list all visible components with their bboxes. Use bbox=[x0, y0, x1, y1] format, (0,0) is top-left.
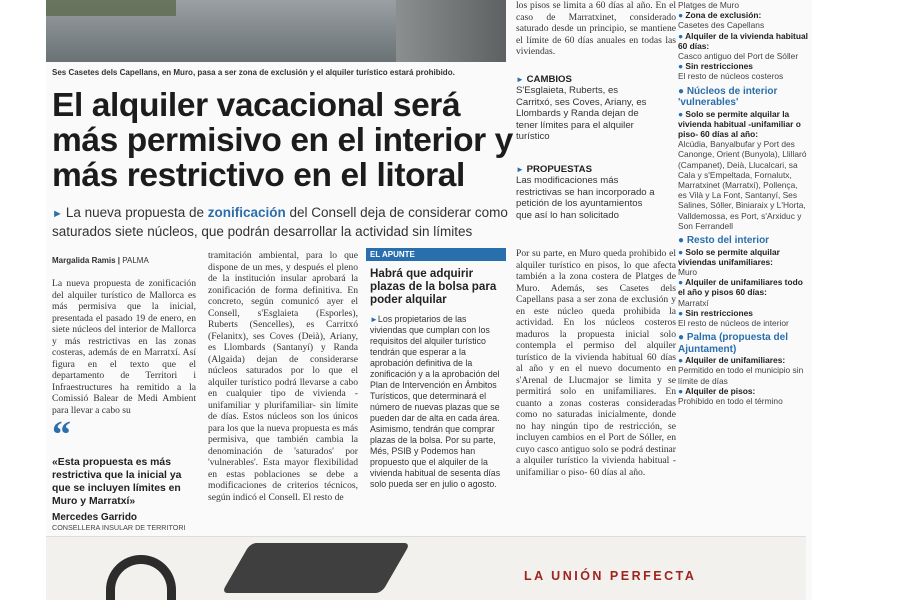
article-photo bbox=[46, 0, 506, 62]
cambios-label: CAMBIOS bbox=[526, 74, 572, 85]
sidebar-item-heading: ● Sin restricciones bbox=[678, 61, 753, 72]
sidebar-item-heading: ● Solo se permite alquilar la vivienda habitual -unifamiliar o piso- 60 días al año: bbox=[678, 108, 801, 140]
propuestas-body: Las modificaciones más restrictivas se han incorporado a petición de los ayuntamientos que así lo han solicitado bbox=[516, 175, 655, 221]
sidebar-item-text: El resto de núcleos de interior bbox=[678, 317, 789, 328]
pull-quote bbox=[52, 414, 202, 532]
sidebar-item-text: Muro bbox=[678, 266, 698, 277]
zoning-sidebar bbox=[678, 0, 808, 406]
byline-author: Margalida Ramis bbox=[52, 256, 116, 265]
cambios-header bbox=[516, 74, 656, 85]
apunte-title: Habrá que adquirir plazas de la bolsa para poder alquilar bbox=[370, 267, 497, 306]
sidebar-item-heading: ● Alquiler de pisos: bbox=[678, 385, 756, 396]
photo-caption: Ses Casetes dels Capellans, en Muro, pasa a ser zona de exclusión y el alquiler turístico estará prohibido. bbox=[52, 68, 455, 77]
arrow-right-icon: ► bbox=[370, 315, 378, 324]
sidebar-item-heading: ● Alquiler de unifamiliares todo el año y pisos 60 días: bbox=[678, 277, 803, 298]
sidebar-item-text: Permitido en todo el municipio sin límite de días bbox=[678, 365, 804, 386]
advertisement-banner bbox=[46, 536, 806, 600]
sidebar-section-title: Núcleos de interior 'vulnerables' bbox=[678, 85, 778, 109]
quote-text: «Esta propuesta es más restrictiva que la inicial ya que se incluyen límites en Muro y Marratxí» bbox=[52, 457, 182, 507]
sidebar-list-text: Alcúdia, Banyalbufar y Port des Canonge, Orient (Bunyola), Llillaró (Campanet), Deià, Llucalcari, sa Cala y s'Empeltada, Fornalutx, Marratxinet (Marratxí), Pollença, es Vilà y La Font, Santanyí, Ses Salines, Sóller, Biniaraix y L'Horta, Valldemossa, es Port, s'Arxiduc y Son Ferrandell bbox=[678, 139, 807, 231]
cambios-body: S'Esglaieta, Ruberts, es Carritxó, ses Coves, Ariany, es Llombards y Randa dejan de tener límites para el alquiler turístico bbox=[516, 85, 647, 143]
sidebar-item-text: Casco antiguo del Port de Sóller bbox=[678, 51, 799, 62]
sidebar-heading-text: Solo se permite alquilar la vivienda habitual -unifamiliar o piso- 60 días al año: bbox=[678, 108, 801, 140]
subheadline bbox=[52, 204, 512, 240]
page-margin-right bbox=[812, 0, 900, 600]
sidebar-item-heading: ● Zona de exclusión: bbox=[678, 10, 762, 21]
sidebar-section-title: Resto del interior bbox=[686, 235, 770, 247]
sidebar-heading-text: Solo se permite alquilar viviendas unifamiliares: bbox=[678, 246, 780, 267]
sidebar-item-heading: ● Alquiler de unifamiliares: bbox=[678, 355, 786, 366]
ad-brand-text: LA UNIÓN PERFECTA bbox=[524, 569, 697, 583]
body-column-2: tramitación ambiental, para lo que dispone de un mes, y después el pleno de la institución insular aprobará la zonificación de forma definitiva. En concreto, según comunicó ayer el Consell, s'Esglaieta (Esporles), Ruberts (Sencelles), es Carritxó (Felanitx), ses Coves (Deià), Ariany, es Llombards (Santanyí) y Randa (Algaida) dejan de considerarse núcleos saturados por lo que el alquiler turístico podrá llevarse a cabo en cualquier tipo de vivienda -unifamiliar y plurifamiliar- sin límite de días. Estos núcleos son los únicos para los que la nueva propuesta es más permisiva, que también cambia la denominación de 'saturados' por 'vulnerables'. Esta mayor flexibilidad en estas poblaciones se debe a modificaciones de criterios técnicos, según indicó el Consell. El resto de bbox=[208, 250, 358, 503]
sidebar-heading-text: Alquiler de la vivienda habitual 60 días: bbox=[678, 30, 808, 51]
propuestas-header bbox=[516, 164, 656, 175]
apunte-body-text: Los propietarios de las viviendas que cumplan con los requisitos del alquiler turístico tendrán que esperar a la aprobación definitiva de la zonificación y a la aprobación del Plan de Intervención en Ámbitos Turísticos, que determinará el número de nuevas plazas que se pueden dar de alta en cada área. Asimismo, tendrán que comprar plazas de la bolsa. Por su parte, Més, PSIB y Podemos han propuesto que el alquiler de la vivienda habitual de sesenta días solo pueda ser en julio o agosto. bbox=[370, 314, 501, 489]
sidebar-group-1 bbox=[678, 10, 808, 81]
byline: Margalida Ramis | PALMA bbox=[52, 256, 149, 265]
body-column-1: La nueva propuesta de zonificación del alquiler turístico de Mallorca es más permisiva que la inicial, presentada el pasado 19 de enero, en siete núcleos del interior de Mallorca y más restrictivas en las zonas costeras, además de en Marratxí. Así figura en el texto que el departamento de Territori i Infraestructures ha remitido a la Comissió Balear de Medi Ambient para llevar a cabo su bbox=[52, 278, 196, 416]
sidebar-item-text: Casetes des Capellans bbox=[678, 20, 765, 31]
sidebar-item-heading: ● Alquiler de la vivienda habitual 60 días: bbox=[678, 30, 808, 51]
sidebar-heading-text: Alquiler de pisos: bbox=[685, 385, 756, 396]
sidebar-item-heading: ● Sin restricciones bbox=[678, 307, 753, 318]
photo-grass-area bbox=[46, 0, 176, 16]
sidebar-heading-text: Alquiler de unifamiliares todo el año y pisos 60 días: bbox=[678, 277, 803, 298]
body-column-3-bottom: Por su parte, en Muro queda prohibido el alquiler turístico en pisos, lo que afecta también a la zona costera de Platges de Muro. Además, ses Casetes dels Capellans pasa a ser zona de exclusión y en este núcleo queda prohibida la actividad. En los núcleos costeros maduros la propuesta inicial solo contempla el permiso del alquiler turístico de la vivienda habitual 60 días al año y en el nuevo documento en s'Arenal de Llucmajor se limita y se permitirá solo en unifamiliares. En cuanto a zonas costeras consideradas como no saturadas inicialmente, donde no hay ningún tipo de restricción, se incluyen cambios en el Port de Sóller, en cuyo casco antiguo solo se podrá destinar a alquiler turístico la vivienda habitual -unifamiliar o piso- 60 días al año. bbox=[516, 248, 676, 478]
subhead-post: del Consell deja de considerar como saturados siete núcleos, que podrán desarrollar la actividad sin límites bbox=[52, 205, 508, 239]
sidebar-section-interior-vulnerable: ● Núcleos de interior 'vulnerables' bbox=[678, 85, 778, 109]
quote-role: CONSELLERA INSULAR DE TERRITORI bbox=[52, 523, 186, 532]
el-apunte-box bbox=[366, 248, 506, 554]
sidebar-heading-text: Sin restricciones bbox=[685, 61, 753, 72]
sidebar-heading-text: Sin restricciones bbox=[685, 307, 753, 318]
propuestas-box bbox=[516, 164, 656, 221]
quote-author: Mercedes Garrido bbox=[52, 512, 138, 523]
sidebar-section-title: Palma (propuesta del Ajuntament) bbox=[678, 332, 788, 355]
sidebar-item-heading: ● Solo se permite alquilar viviendas unifamiliares: bbox=[678, 246, 780, 267]
byline-city: PALMA bbox=[122, 256, 149, 265]
sidebar-item-text: Marratxí bbox=[678, 297, 709, 308]
arrow-right-icon: ► bbox=[516, 75, 524, 84]
body-column-3-top: los pisos se limita a 60 días al año. En el caso de Marratxinet, considerado saturado desde un principio, se mantiene el límite de 60 días anuales en todas las viviendas. bbox=[516, 0, 676, 57]
cambios-box bbox=[516, 74, 656, 142]
ad-swoosh-graphic bbox=[222, 543, 411, 593]
sidebar-section-palma: ● Palma (propuesta del Ajuntament) bbox=[678, 332, 788, 355]
propuestas-label: PROPUESTAS bbox=[526, 164, 592, 175]
photo-rock-area bbox=[396, 0, 506, 62]
subhead-pre: La nueva propuesta de bbox=[65, 205, 208, 220]
apunte-label: EL APUNTE bbox=[366, 248, 506, 261]
page-margin-left bbox=[0, 0, 46, 600]
sidebar-section-resto-interior: ● Resto del interior bbox=[678, 235, 770, 247]
sidebar-heading-text: Alquiler de unifamiliares: bbox=[685, 355, 786, 366]
arrow-right-icon: ► bbox=[52, 208, 63, 220]
apunte-body bbox=[370, 314, 502, 490]
sidebar-item-text: Prohibido en todo el término bbox=[678, 396, 783, 406]
sidebar-top: Platges de Muro bbox=[678, 0, 739, 10]
quote-mark-icon: “ bbox=[52, 414, 71, 456]
headline: El alquiler vacacional será más permisivo en el interior y más restrictivo en el litoral bbox=[52, 87, 513, 194]
sidebar-heading-text: Zona de exclusión: bbox=[685, 10, 762, 21]
subhead-keyword: zonificación bbox=[207, 205, 286, 220]
sidebar-item-text: El resto de núcleos costeros bbox=[678, 71, 784, 82]
ad-arch-graphic bbox=[106, 555, 176, 600]
arrow-right-icon: ► bbox=[516, 165, 524, 174]
